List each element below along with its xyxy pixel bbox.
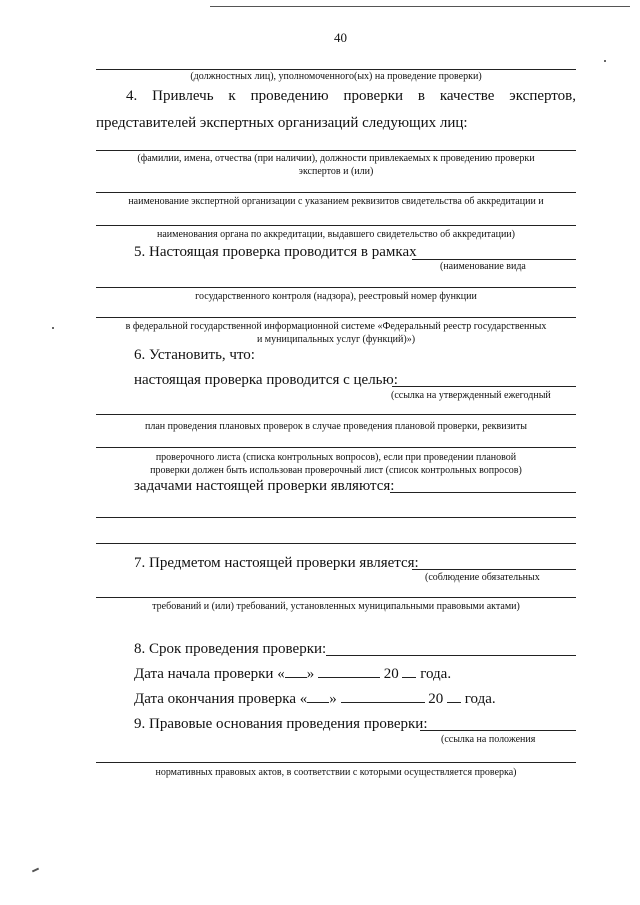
caption-p5-4: и муниципальных услуг (функций)») [256,334,416,345]
org-line-1 [96,192,576,193]
p9-fill-line [420,730,576,731]
p6-tasks-line [390,492,576,493]
date-end-month-field[interactable] [341,690,425,703]
date-end-century: 20 [428,691,444,707]
p9-line-2 [96,762,576,763]
date-end-day-field[interactable] [307,690,329,703]
caption-p6-2: план проведения плановых проверок в случае проведения плановой проверки, реквизиты [145,421,527,432]
scan-speck [32,868,39,873]
date-start-label: Дата начала проверки « [134,666,285,682]
caption-p9-2: нормативных правовых актов, в соответствии с которыми осуществляется проверка) [155,767,517,778]
p6-line-3 [96,447,576,448]
caption-p7-1: (соблюдение обязательных [425,572,540,583]
p8-fill-line [326,655,576,656]
date-start-day-field[interactable] [285,665,307,678]
p6-line-2 [96,414,576,415]
p6-purpose-line [392,386,576,387]
date-start-year-word: года. [420,666,452,682]
caption-p6-4: проверки должен быть использован проверочный лист (список контрольных вопросов) [150,465,522,476]
caption-p5-3: в федеральной государственной информационной системе «Федеральный реестр государственных [125,321,547,332]
p5-line-2 [96,287,576,288]
experts-line [96,150,576,151]
date-end-year-field[interactable] [447,690,461,703]
date-end-row [134,690,496,708]
p4-line1: 4. Привлечь к проведению проверки в качестве экспертов, [126,88,576,104]
caption-org-2: наименования органа по аккредитации, выдавшего свидетельство об аккредитации) [156,229,515,240]
date-end-year-word: года. [464,691,496,707]
date-end-label: Дата окончания проверка « [134,691,308,707]
date-start-month-field[interactable] [318,665,380,678]
date-end-close-quote: » [329,691,337,707]
caption-p6-3: проверочного листа (списка контрольных вопросов), если при проведении плановой [155,452,517,463]
date-start-year-field[interactable] [402,665,416,678]
p7-line-2 [96,597,576,598]
caption-p5-2: государственного контроля (надзора), реестровый номер функции [195,291,477,302]
date-start-close-quote: » [306,666,315,682]
p6-head: 6. Установить, что: [134,347,255,363]
officials-line [96,69,576,70]
caption-p7-2: требований и (или) требований, установленных муниципальными правовыми актами) [152,601,520,612]
caption-org-1: наименование экспертной организации с указанием реквизитов свидетельства об аккредитации и [128,196,544,207]
p6-tasks-line-3 [96,543,576,544]
p9-text: 9. Правовые основания проведения проверки: [134,716,428,732]
date-start-row [134,665,451,683]
caption-p9-1: (ссылка на положения [441,734,536,745]
scan-speck [52,327,54,329]
caption-p6-1: (ссылка на утвержденный ежегодный [391,390,551,401]
p7-fill-line [412,569,576,570]
date-start-century: 20 [383,666,399,682]
p8-text: 8. Срок проведения проверки: [134,641,327,657]
p6-tasks-line-2 [96,517,576,518]
caption-p5-1: (наименование вида [440,261,526,272]
scan-speck [604,60,606,62]
p6-tasks: задачами настоящей проверки являются: [134,478,395,494]
org-line-2 [96,225,576,226]
caption-officials: (должностных лиц), уполномоченного(ых) на проведение проверки) [190,71,482,82]
scan-edge-line [210,6,630,7]
caption-experts-1: (фамилии, имена, отчества (при наличии), должности привлекаемых к проведению проверки [137,153,535,164]
p6-purpose: настоящая проверка проводится с целью: [134,372,398,388]
p4-line2: представителей экспертных организаций следующих лиц: [96,115,468,131]
page-number: 40 [334,30,347,45]
p5-text: 5. Настоящая проверка проводится в рамках [134,244,417,260]
p5-fill-line [412,259,576,260]
p5-line-3 [96,317,576,318]
caption-experts-2: экспертов и (или) [298,166,374,177]
p7-text: 7. Предметом настоящей проверки является: [134,555,419,571]
